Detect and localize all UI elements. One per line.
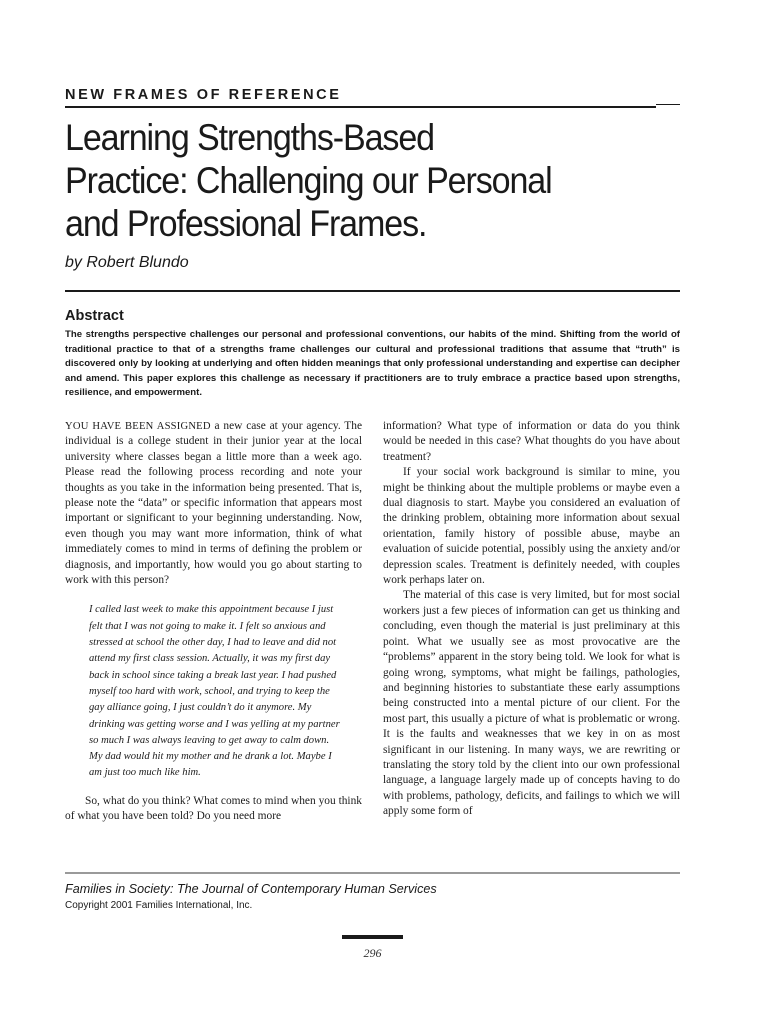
body-column-left	[65, 419, 362, 825]
body-column-right	[383, 419, 680, 820]
abstract-text: The strengths perspective challenges our personal and professional conventions, our habits of the mind. Shifting from the world of traditional practice to that of a strengths frame challenges our cultural and professional traditions that assume that “truth” is discovered only by looking at underlying and often hidden meanings that only professional understanding and expertise can decipher and amend. This paper explores this challenge as necessary if practitioners are to truly embrace a practice based upon strengths, resilience, and empowerment.	[65, 329, 680, 399]
client-quote: I called last week to make this appointment because I just felt that I was not going to make it. I felt so anxious and stressed at school the other day, I had to leave and did not attend my first class session. Actually, it was my first day back in school since taking a break last year. I had pushed myself too hard with work, school, and trying to keep the gay alliance going, I just couldn’t do it anymore. My drinking was getting worse and I was yelling at my partner so much I was always leaving to get away to calm down. My dad would hit my mother and he drank a lot. Maybe I am just too much like him.	[89, 604, 340, 779]
paragraph: The material of this case is very limited, but for most social workers just a few pieces of information can get us thinking and concluding, even though the material is just preliminary at this point. What we usually see as most provocative are the “problems” apparent in the story being told. We look for what is going wrong, symptoms, what might be failings, pathologies, and beginning histories to substantiate these early assumptions being constructed into a mental picture of our client. For the most part, this usually a picture of what is problematic or wrong. It is the faults and weaknesses that we key in on as most significant in our listening. In many ways, we are rewriting or translating the story told by the client into our own professional language, a language largely made up of concepts having to do with problems, pathology, deficits, and failings to which we will apply some form of	[383, 589, 680, 818]
paragraph-text: a new case at your agency. The individual is a college student in their junior year at the local university where classes began a little more than a week ago. Please read the following process recording and note your thoughts as you take in the information being presented. That is, please note the “data” or specific information that appears most important or significant to your beginning understanding. Now, even though you may want more information, think of what immediately comes to mind in terms of defining the problem or diagnosis, and importantly, how would you go about starting to work with this person?	[65, 420, 363, 587]
footer-rule	[65, 872, 680, 874]
page-number: 296	[363, 946, 382, 960]
abstract-rule	[65, 290, 680, 292]
abstract-heading: Abstract	[65, 308, 124, 324]
title-line-3: and Professional Frames.	[65, 203, 427, 244]
page-number-bar	[342, 935, 403, 939]
header-rule-extension	[656, 104, 680, 105]
header-rule	[65, 106, 656, 108]
section-label: NEW FRAMES OF REFERENCE	[65, 87, 342, 103]
paragraph: information? What type of information or data do you think would be needed in this case? What thoughts do you have about treatment?	[383, 420, 680, 463]
copyright-notice: Copyright 2001 Families International, Inc.	[65, 900, 253, 911]
title-line-1: Learning Strengths-Based	[65, 117, 435, 158]
journal-name: Families in Society: The Journal of Contemporary Human Services	[65, 882, 437, 896]
paragraph: So, what do you think? What comes to mind when you think of what you have been told? Do you need more	[65, 794, 362, 823]
author-byline: by Robert Blundo	[65, 254, 189, 271]
paragraph: If your social work background is similar to mine, you might be thinking about the multiple problems or maybe even a dual diagnosis to start. Maybe you considered an evaluation of the drinking problem, obtaining more information about sexual orientation, family history of possible abuse, maybe an evaluation of suicide potential, possibly using the anxiety and/or depression scales. Treatment is definitely needed, with couples work perhaps later on.	[383, 466, 680, 587]
lead-in-caps: YOU HAVE BEEN ASSIGNED	[65, 421, 211, 432]
title-line-2: Practice: Challenging our Personal	[65, 160, 552, 201]
paragraph	[65, 419, 362, 588]
article-title	[65, 116, 635, 245]
